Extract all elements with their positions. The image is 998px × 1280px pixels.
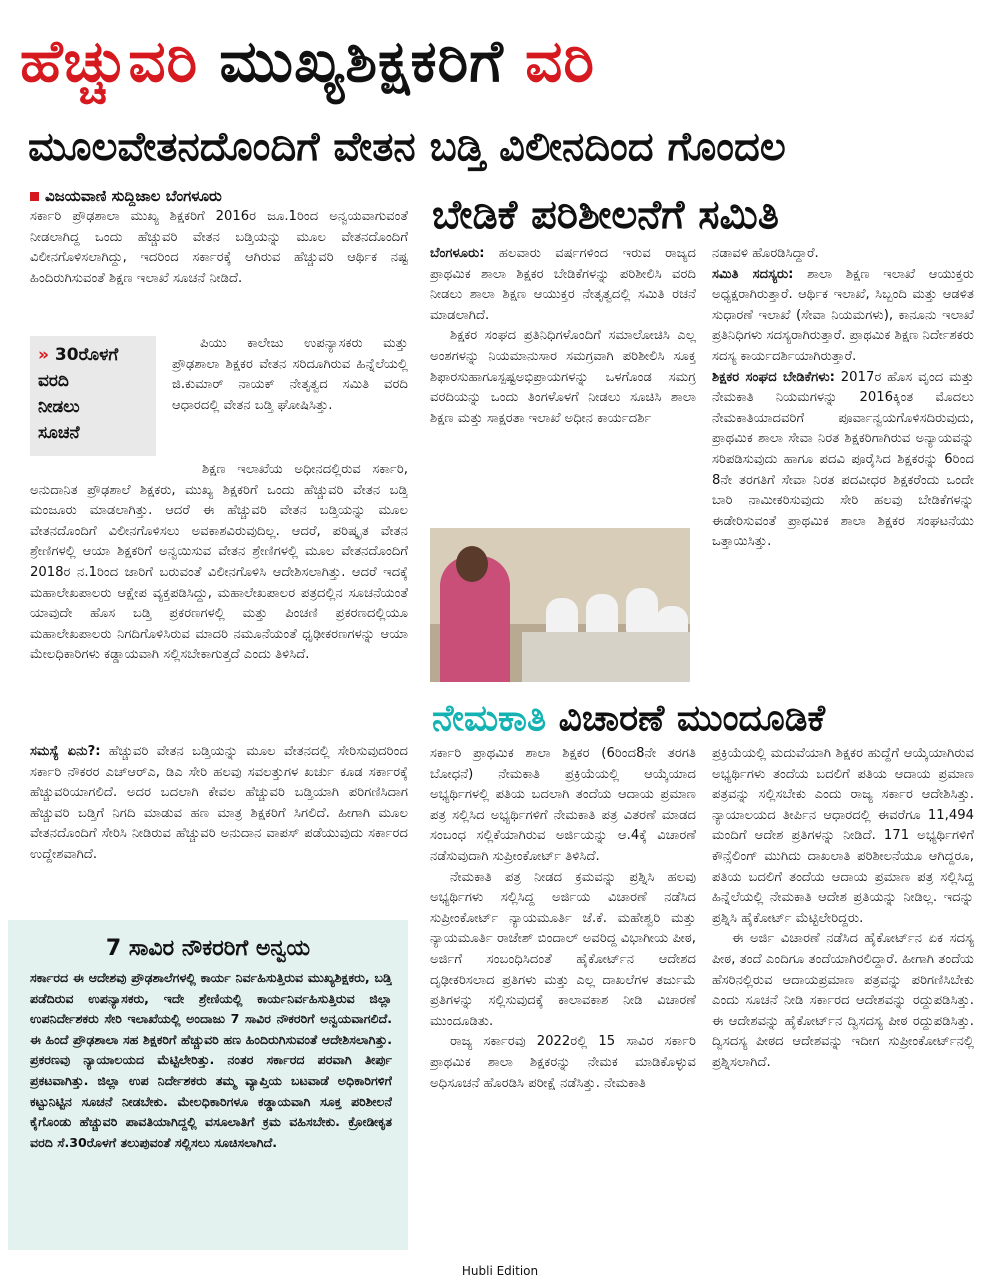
recruitment-col-1 xyxy=(430,744,696,1252)
paragraph: ಶಿಕ್ಷಣ ಇಲಾಖೆಯ ಅಧೀನದಲ್ಲಿರುವ ಸರ್ಕಾರಿ, ಅನುದಾನಿತ ಪ್ರೌಢಶಾಲೆ ಶಿಕ್ಷಕರು, ಮುಖ್ಯ ಶಿಕ್ಷಕರಿಗೆ ಒಂದು ಹೆಚ್ಚುವರಿ ವೇತನ ಬಡ್ತಿ ಮಂಜೂರು ಮಾಡಲಾಗಿತ್ತು. ಆದರೆ ಈ ಹೆಚ್ಚುವರಿ ವೇತನ ಬಡ್ತಿಯನ್ನು ಮೂಲ ವೇತನದೊಂದಿಗೆ ವಿಲೀನಗೊಳಿಸಲು ಅವಕಾಶವಿರುವುದಿಲ್ಲ. ಆದರೆ, ಪರಿಷ್ಕೃತ ವೇತನ ಶ್ರೇಣಿಗಳಲ್ಲಿ ಆಯಾ ಶಿಕ್ಷಕರಿಗೆ ಅನ್ವಯಿಸುವ ವೇತನ ಶ್ರೇಣಿಗಳಲ್ಲಿ ಮೂಲ ವೇತನದೊಂದಿಗೆ 2018ರ ನ.1ರಿಂದ ಜಾರಿಗೆ ಬರುವಂತೆ ವಿಲೀನಗೊಳಿಸಿ ಆದೇಶಿಸಲಾಗಿತ್ತು. ಆದರೆ ಇದಕ್ಕೆ ಮಹಾಲೇಖಪಾಲರು ಆಕ್ಷೇಪ ವ್ಯಕ್ತಪಡಿಸಿದ್ದು, ಮಹಾಲೇಖಪಾಲರ ಪತ್ರದಲ್ಲಿನ ಸೂಚನೆಯಂತೆ ಯಾವುದೇ ಹೊಸ ಬಡ್ತಿ ಪ್ರಕರಣಗಳಲ್ಲಿ ಮತ್ತು ಪಿಂಚಣಿ ಪ್ರಕರಣದಲ್ಲಿಯೂ ಮಹಾಲೇಖಪಾಲರು ನಿಗದಿಗೊಳಿಸಿರುವ ಮಾದರಿ ನಮೂನೆಯಂತೆ ಧೃಢೀಕರಣಗಳನ್ನು ಆಯಾ ಮೇಲಧಿಕಾರಿಗಳು ಕಡ್ಡಾಯವಾಗಿ ಸಲ್ಲಿಸಬೇಕಾಗುತ್ತದೆ ಎಂದು ತಿಳಿಸಿದೆ. xyxy=(30,462,408,663)
paragraph: ಹಲವಾರು ವರ್ಷಗಳಿಂದ ಇರುವ ರಾಜ್ಯದ ಪ್ರಾಥಮಿಕ ಶಾಲಾ ಶಿಕ್ಷಕರ ಬೇಡಿಕೆಗಳನ್ನು ಪರಿಶೀಲಿಸಿ ವರದಿ ನೀಡಲು ಶಾಲಾ ಶಿಕ್ಷಣ ಆಯುಕ್ತರ ನೇತೃತ್ವದಲ್ಲಿ ಸಮಿತಿ ರಚನೆ ಮಾಡಲಾಗಿದೆ. xyxy=(430,246,696,323)
headline-part-1: ಹೆಚ್ಚುವರಿ xyxy=(20,27,199,95)
main-headline xyxy=(20,18,980,104)
paragraph: 2017ರ ಹೊಸ ವೃಂದ ಮತ್ತು ನೇಮಕಾತಿ ನಿಯಮಗಳನ್ನು 2016ಕ್ಕಿಂತ ಮೊದಲು ನೇಮಕಾತಿಯಾದವರಿಗೆ ಪೂರ್ವಾನ್ವಯಗೊಳಿಸದಿರುವುದು, ಪ್ರಾಥಮಿಕ ಶಾಲಾ ಸೇವಾ ನಿರತ ಶಿಕ್ಷಕರಿಗಾಗಿರುವ ಅನ್ಯಾಯವನ್ನು ಸರಿಪಡಿಸುವುದು ಹಾಗೂ ಪದವಿ ಪೂರೈಸಿದ ಶಿಕ್ಷಕರನ್ನು 6ರಿಂದ 8ನೇ ತರಗತಿಗೆ ಸೇವಾ ನಿರತ ಪದವೀಧರ ಶಿಕ್ಷಕರೆಂದು ಒಂದೇ ಬಾರಿ ನಾಮೀಕರಿಸುವುದು ಸೇರಿ ಹಲವು ಬೇಡಿಕೆಗಳನ್ನು ಈಡೇರಿಸುವಂತೆ ಪ್ರಾಥಮಿಕ ಶಾಲಾ ಶಿಕ್ಷಕರ ಸಂಘಟನೆಯು ಒತ್ತಾಯಿಸಿತ್ತು. xyxy=(712,369,974,550)
dateline: ಬೆಂಗಳೂರು: xyxy=(430,246,485,261)
square-bullet-icon xyxy=(30,192,39,201)
para-label: ಸಮಸ್ಯೆ ಏನು?: xyxy=(30,744,101,759)
sidebar-box-title: 7 ಸಾವಿರ ನೌಕರರಿಗೆ ಅನ್ವಯ xyxy=(105,936,311,961)
recruitment-heading xyxy=(432,693,972,745)
student-figure xyxy=(626,588,658,634)
recruitment-col-2 xyxy=(712,744,974,1252)
callout-line: ನೀಡಲು xyxy=(38,397,80,417)
paragraph: ಸರ್ಕಾರದ ಈ ಆದೇಶವು ಪ್ರೌಢಶಾಲೆಗಳಲ್ಲಿ ಕಾರ್ಯ ನಿರ್ವಹಿಸುತ್ತಿರುವ ಮುಖ್ಯಶಿಕ್ಷಕರು, ಬಡ್ತಿ ಪಡೆದಿರುವ ಉಪನ್ಯಾಸಕರು, ಇದೇ ಶ್ರೇಣಿಯಲ್ಲಿ ಕಾರ್ಯನಿರ್ವಹಿಸುತ್ತಿರುವ ಜಿಲ್ಲಾ ಉಪನಿರ್ದೇಶಕರು ಸೇರಿ ಇಲಾಖೆಯಲ್ಲಿ ಅಂದಾಜು 7 ಸಾವಿರ ನೌಕರರಿಗೆ ಅನ್ವಯವಾಗಲಿದೆ. ಈ ಹಿಂದೆ ಪ್ರೌಢಶಾಲಾ ಸಹ ಶಿಕ್ಷಕರಿಗೆ ಹೆಚ್ಚುವರಿ ಹಣ ಹಿಂದಿರುಗಿಸುವಂತೆ ಆದೇಶಿಸಲಾಗಿತ್ತು. ಪ್ರಕರಣವು ನ್ಯಾಯಾಲಯದ ಮೆಟ್ಟಿಲೇರಿತ್ತು. ನಂತರ ಸರ್ಕಾರದ ಪರವಾಗಿ ತೀರ್ಪು ಪ್ರಕಟವಾಗಿತ್ತು. ಜಿಲ್ಲಾ ಉಪ ನಿರ್ದೇಶಕರು ತಮ್ಮ ವ್ಯಾಪ್ತಿಯ ಬಟವಾಡೆ ಅಧಿಕಾರಿಗಳಿಗೆ ಕಟ್ಟುನಿಟ್ಟಿನ ಸೂಚನೆ ನೀಡಬೇಕು. ಮೇಲಧಿಕಾರಿಗಳೂ ಕಡ್ಡಾಯವಾಗಿ ಸೂಕ್ತ ಪರಿಶೀಲನೆ ಕೈಗೊಂಡು ಹೆಚ್ಚುವರಿ ಪಾವತಿಯಾಗಿದ್ದಲ್ಲಿ ವಸೂಲಾತಿಗೆ ಕ್ರಮ ವಹಿಸಬೇಕು. ಕ್ರೋಡೀಕೃತ ವರದಿ ಸೆ.30ರೊಳಗೆ ತಲುಪುವಂತೆ ಸಲ್ಲಿಸಲು ಸೂಚಿಸಲಾಗಿದೆ. xyxy=(30,970,392,1150)
para-label: ಶಿಕ್ಷಕರ ಸಂಘದ ಬೇಡಿಕೆಗಳು: xyxy=(712,369,835,385)
paragraph: ಸರ್ಕಾರಿ ಪ್ರೌಢಶಾಲಾ ಮುಖ್ಯ ಶಿಕ್ಷಕರಿಗೆ 2016ರ ಜೂ.1ರಿಂದ ಅನ್ವಯವಾಗುವಂತೆ ನೀಡಲಾಗಿದ್ದ ಒಂದು ಹೆಚ್ಚುವರಿ ವೇತನ ಬಡ್ತಿಯನ್ನು ಮೂಲ ವೇತನದೊಂದಿಗೆ ವಿಲೀನಗೊಳಿಸಲಾಗಿದ್ದು, ಇದರಿಂದ ಸರ್ಕಾರಕ್ಕೆ ಆಗಿರುವ ಹೆಚ್ಚುವರಿ ಆರ್ಥಿಕ ನಷ್ಟ ಹಿಂದಿರುಗಿಸುವಂತೆ ಶಿಕ್ಷಣ ಇಲಾಖೆ ಸೂಚನೆ ನೀಡಿದೆ. xyxy=(30,209,408,286)
byline xyxy=(30,185,410,207)
arrow-icon: » xyxy=(38,345,49,365)
paragraph: ಹೆಚ್ಚುವರಿ ವೇತನ ಬಡ್ತಿಯನ್ನು ಮೂಲ ವೇತನದಲ್ಲಿ ಸೇರಿಸುವುದರಿಂದ ಸರ್ಕಾರಿ ನೌಕರರ ಎಚ್‌ಆರ್‌ಎ, ಡಿಎ ಸೇರಿ ಹಲವು ಸವಲತ್ತುಗಳ ಖರ್ಚು ಕೂಡ ಸರ್ಕಾರಕ್ಕೆ ಹೆಚ್ಚುವರಿಯಾಗಲಿದೆ. ಅದರ ಬದಲಾಗಿ ಕೇವಲ ಹೆಚ್ಚುವರಿ ಬಡ್ತಿಯಾಗಿ ಪರಿಗಣಿಸಿದಾಗ ಹೆಚ್ಚುವರಿ ಬಡ್ತಿಗೆ ನಿಗದಿ ಮಾಡುವ ಹಣ ಮಾತ್ರ ಶಿಕ್ಷಕರಿಗೆ ಸಿಗಲಿದೆ. ಹೀಗಾಗಿ ಮೂಲ ವೇತನದೊಂದಿಗೆ ಸೇರಿಸಿ ನೀಡಿರುವ ಹೆಚ್ಚುವರಿ ಅನುದಾನ ವಾಪಸ್ ಪಡೆಯುವುದು ಸರ್ಕಾರದ ಉದ್ದೇಶವಾಗಿದೆ. xyxy=(30,744,408,862)
callout-line: ವರದಿ xyxy=(38,371,69,391)
paragraph: ನಡಾವಳಿ ಹೊರಡಿಸಿದ್ದಾರೆ. xyxy=(712,246,819,261)
desk xyxy=(522,632,690,682)
left-article-para3 xyxy=(30,460,408,738)
paragraph: ನೇಮಕಾತಿ ಪತ್ರ ನೀಡದ ಕ್ರಮವನ್ನು ಪ್ರಶ್ನಿಸಿ ಹಲವು ಅಭ್ಯರ್ಥಿಗಳು ಸಲ್ಲಿಸಿದ್ದ ಅರ್ಜಿಯ ವಿಚಾರಣೆ ನಡೆಸಿದ ಸುಪ್ರೀಂಕೋರ್ಟ್ ನ್ಯಾಯಮೂರ್ತಿ ಜೆ.ಕೆ. ಮಹೇಶ್ವರಿ ಮತ್ತು ನ್ಯಾಯಮೂರ್ತಿ ರಾಜೇಶ್ ಬಿಂದಾಲ್ ಅವರಿದ್ದ ವಿಭಾಗೀಯ ಪೀಠ, ಅರ್ಜಿಗೆ ಸಂಬಂಧಿಸಿದಂತೆ ಹೈಕೋರ್ಟ್‌ನ ಆದೇಶದ ದೃಢೀಕರಿಸಲಾದ ಪ್ರತಿಗಳು ಮತ್ತು ಎಲ್ಲ ದಾಖಲೆಗಳ ತರ್ಜುಮೆ ಪ್ರತಿಗಳನ್ನು ಸಲ್ಲಿಸುವುದಕ್ಕೆ ಕಾಲಾವಕಾಶ ನೀಡಿ ವಿಚಾರಣೆ ಮುಂದೂಡಿತು. xyxy=(430,869,696,1029)
sub-headline: ಮೂಲವೇತನದೊಂದಿಗೆ ವೇತನ ಬಡ್ತಿ ವಿಲೀನದಿಂದ ಗೊಂದಲ xyxy=(28,124,786,170)
committee-col-2 xyxy=(712,244,974,688)
paragraph: ಶಾಲಾ ಶಿಕ್ಷಣ ಇಲಾಖೆ ಆಯುಕ್ತರು ಅಧ್ಯಕ್ಷರಾಗಿರುತ್ತಾರೆ. ಆರ್ಥಿಕ ಇಲಾಖೆ, ಸಿಬ್ಬಂದಿ ಮತ್ತು ಆಡಳಿತ ಸುಧಾರಣೆ ಇಲಾಖೆ (ಸೇವಾ ನಿಯಮಗಳು), ಕಾನೂನು ಇಲಾಖೆ ಪ್ರತಿನಿಧಿಗಳು ಸದಸ್ಯರಾಗಿರುತ್ತಾರೆ. ಪ್ರಾಥಮಿಕ ಶಿಕ್ಷಣ ನಿರ್ದೇಶಕರು ಸದಸ್ಯ ಕಾರ್ಯದರ್ಶಿಯಾಗಿರುತ್ತಾರೆ. xyxy=(712,266,974,364)
para-label: ಸಮಿತಿ ಸದಸ್ಯರು: xyxy=(712,266,794,282)
callout-box xyxy=(30,336,156,456)
paragraph: ಪ್ರಕ್ರಿಯೆಯಲ್ಲಿ ಮದುವೆಯಾಗಿ ಶಿಕ್ಷಕರ ಹುದ್ದೆಗೆ ಆಯ್ಕೆಯಾಗಿರುವ ಅಭ್ಯರ್ಥಿಗಳು ತಂದೆಯ ಬದಲಿಗೆ ಪತಿಯ ಆದಾಯ ಪ್ರಮಾಣ ಪತ್ರವನ್ನು ಸಲ್ಲಿಸಬೇಕು ಎಂದು ರಾಜ್ಯ ಸರ್ಕಾರ ಆದೇಶಿಸಿತ್ತು. ನ್ಯಾಯಾಲಯದ ತೀರ್ಪಿನ ಆಧಾರದಲ್ಲಿ ಈವರೆಗೂ 11,494 ಮಂದಿಗೆ ಆದೇಶ ಪ್ರತಿಗಳನ್ನು ನೀಡಿದೆ. 171 ಅಭ್ಯರ್ಥಿಗಳಿಗೆ ಕೌನ್ಸೆಲಿಂಗ್ ಮುಗಿದು ದಾಖಲಾತಿ ಪರಿಶೀಲನೆಯೂ ಆಗಿದ್ದರೂ, ಪತಿಯ ಬದಲಿಗೆ ತಂದೆಯ ಆದಾಯ ಪ್ರಮಾಣ ಪತ್ರ ಸಲ್ಲಿಸಿದ್ದ ಹಿನ್ನೆಲೆಯಲ್ಲಿ ನೇಮಕಾತಿ ಆದೇಶ ಪ್ರತಿಯನ್ನು ನೀಡಿಲ್ಲ. ಇದನ್ನು ಪ್ರಶ್ನಿಸಿ ಹೈಕೋರ್ಟ್ ಮೆಟ್ಟಿಲೇರಿದ್ದರು. xyxy=(712,746,974,926)
heading-accent: ನೇಮಕಾತಿ xyxy=(432,698,547,739)
left-article-para1 xyxy=(30,207,408,331)
paragraph: ರಾಜ್ಯ ಸರ್ಕಾರವು 2022ರಲ್ಲಿ 15 ಸಾವಿರ ಸರ್ಕಾರಿ ಪ್ರಾಥಮಿಕ ಶಾಲಾ ಶಿಕ್ಷಕರನ್ನು ನೇಮಕ ಮಾಡಿಕೊಳ್ಳುವ ಅಧಿಸೂಚನೆ ಹೊರಡಿಸಿ ಪರೀಕ್ಷೆ ನಡೆಸಿತ್ತು. ನೇಮಕಾತಿ xyxy=(430,1034,696,1091)
paragraph: ಶಿಕ್ಷಕರ ಸಂಘದ ಪ್ರತಿನಿಧಿಗಳೊಂದಿಗೆ ಸಮಾಲೋಚಿಸಿ ಎಲ್ಲ ಅಂಶಗಳನ್ನು ನಿಯಮಾನುಸಾರ ಸಮಗ್ರವಾಗಿ ಪರಿಶೀಲಿಸಿ ಸೂಕ್ತ ಶಿಫಾರಸುಹಾಗೂಸ್ಪಷ್ಟಅಭಿಪ್ರಾಯಗಳನ್ನು ಒಳಗೊಂಡ ಸಮಗ್ರ ವರದಿಯನ್ನು ಒಂದು ತಿಂಗಳೊಳಗೆ ನೀಡಲು ಸೂಚಿಸಿ ಶಾಲಾ ಶಿಕ್ಷಣ ಮತ್ತು ಸಾಕ್ಷರತಾ ಇಲಾಖೆ ಅಧೀನ ಕಾರ್ಯದರ್ಶಿ xyxy=(430,328,696,426)
paragraph: ಪಿಯು ಕಾಲೇಜು ಉಪನ್ಯಾಸಕರು ಮತ್ತು ಪ್ರೌಢಶಾಲಾ ಶಿಕ್ಷಕರ ವೇತನ ಸರಿದೂಗಿರುವ ಹಿನ್ನೆಲೆಯಲ್ಲಿ ಜಿ.ಕುಮಾರ್ ನಾಯಕ್ ನೇತೃತ್ವದ ಸಮಿತಿ ವರದಿ ಆಧಾರದಲ್ಲಿ ವೇತನ ಬಡ್ತಿ ಘೋಷಿಸಿತ್ತು. xyxy=(172,336,408,413)
sidebar-box-body xyxy=(30,968,392,1248)
heading-rest: ವಿಚಾರಣೆ ಮುಂದೂಡಿಕೆ xyxy=(558,698,826,739)
callout-line: ಸೂಚನೆ xyxy=(38,423,80,443)
teacher-head xyxy=(456,546,488,582)
byline-text: ವಿಜಯವಾಣಿ ಸುದ್ದಿಜಾಲ ಬೆಂಗಳೂರು xyxy=(45,187,222,205)
headline-part-3: ವರಿ xyxy=(525,27,595,95)
headline-part-2: ಮುಖ್ಯಶಿಕ್ಷಕರಿಗೆ xyxy=(219,27,504,95)
left-article-para2 xyxy=(172,334,408,460)
classroom-photo xyxy=(430,528,690,682)
committee-heading: ಬೇಡಿಕೆ ಪರಿಶೀಲನೆಗೆ ಸಮಿತಿ xyxy=(432,192,779,238)
paragraph: ಈ ಅರ್ಜಿ ವಿಚಾರಣೆ ನಡೆಸಿದ ಹೈಕೋರ್ಟ್‌ನ ಏಕ ಸದಸ್ಯ ಪೀಠ, ತಂದೆ ಎಂದಿಗೂ ತಂದೆಯಾಗಿರಲಿದ್ದಾರೆ. ಹೀಗಾಗಿ ತಂದೆಯ ಹೆಸರಿನಲ್ಲಿರುವ ಆದಾಯಪ್ರಮಾಣ ಪತ್ರವನ್ನು ಪರಿಗಣಿಸಿಬೇಕು ಎಂದು ಸೂಚನೆ ನೀಡಿ ಸರ್ಕಾರದ ಆದೇಶವನ್ನು ರದ್ದುಪಡಿಸಿತ್ತು. ಈ ಆದೇಶವನ್ನು ಹೈಕೋರ್ಟ್‌ನ ದ್ವಿಸದಸ್ಯ ಪೀಠ ರದ್ದುಪಡಿಸಿತ್ತು. ದ್ವಿಸದಸ್ಯ ಪೀಠದ ಆದೇಶವನ್ನು ಇದೀಗ ಸುಪ್ರೀಂಕೋರ್ಟ್‌ನಲ್ಲಿ ಪ್ರಶ್ನಿಸಲಾಗಿದೆ. xyxy=(712,931,974,1070)
paragraph: ಸರ್ಕಾರಿ ಪ್ರಾಥಮಿಕ ಶಾಲಾ ಶಿಕ್ಷಕರ (6ರಿಂದ8ನೇ ತರಗತಿ ಬೋಧನೆ) ನೇಮಕಾತಿ ಪ್ರಕ್ರಿಯೆಯಲ್ಲಿ ಆಯ್ಕೆಯಾದ ಅಭ್ಯರ್ಥಿಗಳಲ್ಲಿ ಪತಿಯ ಬದಲಾಗಿ ತಂದೆಯ ಆದಾಯ ಪ್ರಮಾಣ ಪತ್ರ ಸಲ್ಲಿಸಿದ ಅಭ್ಯರ್ಥಿಗಳಿಗೆ ನೇಮಕಾತಿ ಪತ್ರ ವಿತರಣೆ ಮಾಡದ ಸಂಬಂಧ ಸಲ್ಲಿಕೆಯಾಗಿರುವ ಅರ್ಜಿಯನ್ನು ಆ.4ಕ್ಕೆ ವಿಚಾರಣೆ ನಡೆಸುವುದಾಗಿ ಸುಪ್ರೀಂಕೋರ್ಟ್ ತಿಳಿಸಿದೆ. xyxy=(430,746,696,864)
committee-col-1 xyxy=(430,244,696,528)
callout-line: 30ರೊಳಗೆ xyxy=(54,345,119,365)
edition-label: Hubli Edition xyxy=(461,1264,539,1278)
left-article-para4 xyxy=(30,742,408,912)
